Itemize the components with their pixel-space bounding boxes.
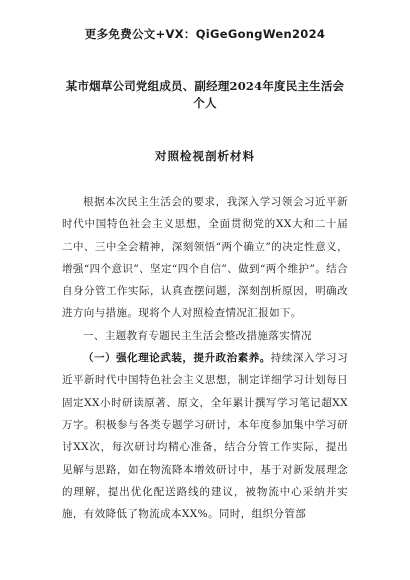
subsection-heading: （一）强化理论武装，提升政治素养。 (83, 352, 271, 365)
header-watermark: 更多免费公文+VX：QiGeGongWen2024 (84, 27, 326, 41)
intro-paragraph: 根据本次民主生活会的要求，我深入学习领会习近平新时代中国特色社会主义思想，全面贯彻党的XX大和二十届二中、三中全会精神，深刻领悟“两个确立”的决定性意义，增强“四个意识”、坚定“四个自信”、做到“两个维护”。结合自身分管工作实际，认真查摆问题，深刻剖析原因，明确改进方向与措施。现将个人对照检查情况汇报如下。 (62, 196, 348, 320)
subsection-body: 持续深入学习习近平新时代中国特色社会主义思想，制定详细学习计划每日固定XX小时研读原著、原文，全年累计撰写学习笔记超XX万字。积极参与各类专题学习研讨，本年度参加集中学习研讨XX次，每次研讨均精心准备，结合分管工作实际，提出见解与思路，如在物流降本增效研讨中，基于对新发展理念的理解，提出优化配送路线的建议，被物流中心采纳并实施，有效降低了物流成本XX%。同时，组织分管部 (62, 352, 348, 521)
section-heading: 一、主题教育专题民主生活会整改措施落实情况 (83, 329, 312, 342)
document-title-line1: 某市烟草公司党组成员、副经理2024年度民主生活会个人 (65, 79, 345, 110)
subsection-paragraph (62, 347, 348, 525)
document-title-line2: 对照检视剖析材料 (155, 149, 255, 163)
